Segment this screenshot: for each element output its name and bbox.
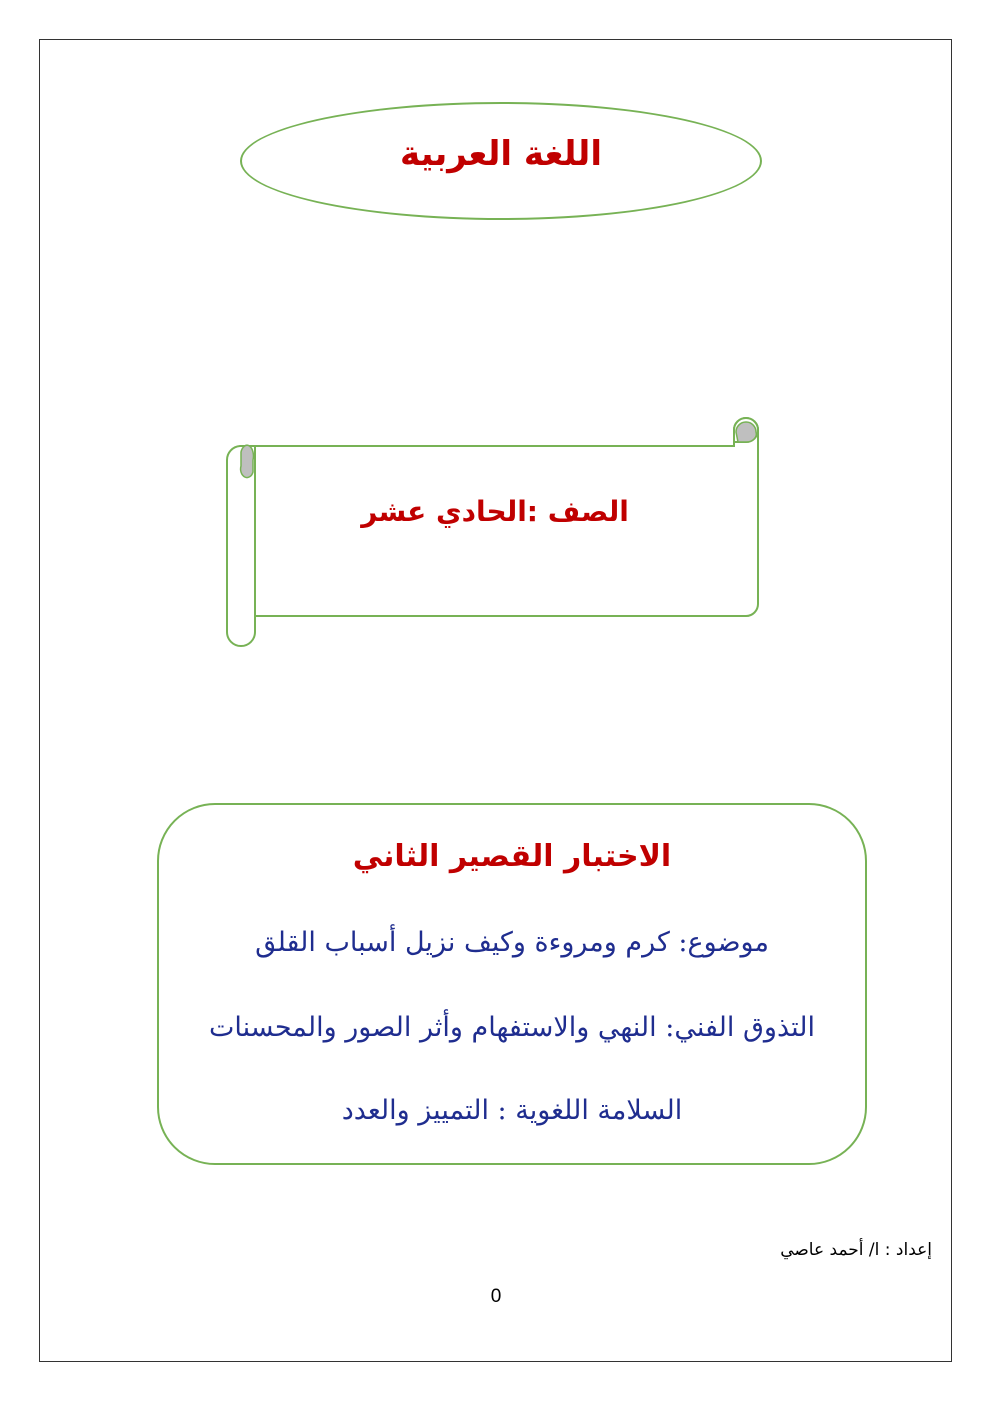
page-number: 0 xyxy=(490,1286,502,1307)
quiz-appreciation-line: التذوق الفني: النهي والاستفهام وأثر الصور والمحسنات xyxy=(208,1012,815,1043)
quiz-topic-line: موضوع: كرم ومروءة وكيف نزيل أسباب القلق xyxy=(255,927,769,958)
quiz-info-box xyxy=(157,803,867,1165)
scroll-banner-shape xyxy=(222,414,768,650)
subject-title: اللغة العربية xyxy=(400,134,602,174)
quiz-grammar-line: السلامة اللغوية : التمييز والعدد xyxy=(341,1095,683,1126)
subject-title-ellipse xyxy=(240,102,762,220)
quiz-title: الاختبار القصير الثاني xyxy=(352,839,672,874)
grade-label: الصف :الحادي عشر xyxy=(361,495,629,528)
author-credit: إعداد : ا/ أحمد عاصي xyxy=(780,1240,932,1260)
